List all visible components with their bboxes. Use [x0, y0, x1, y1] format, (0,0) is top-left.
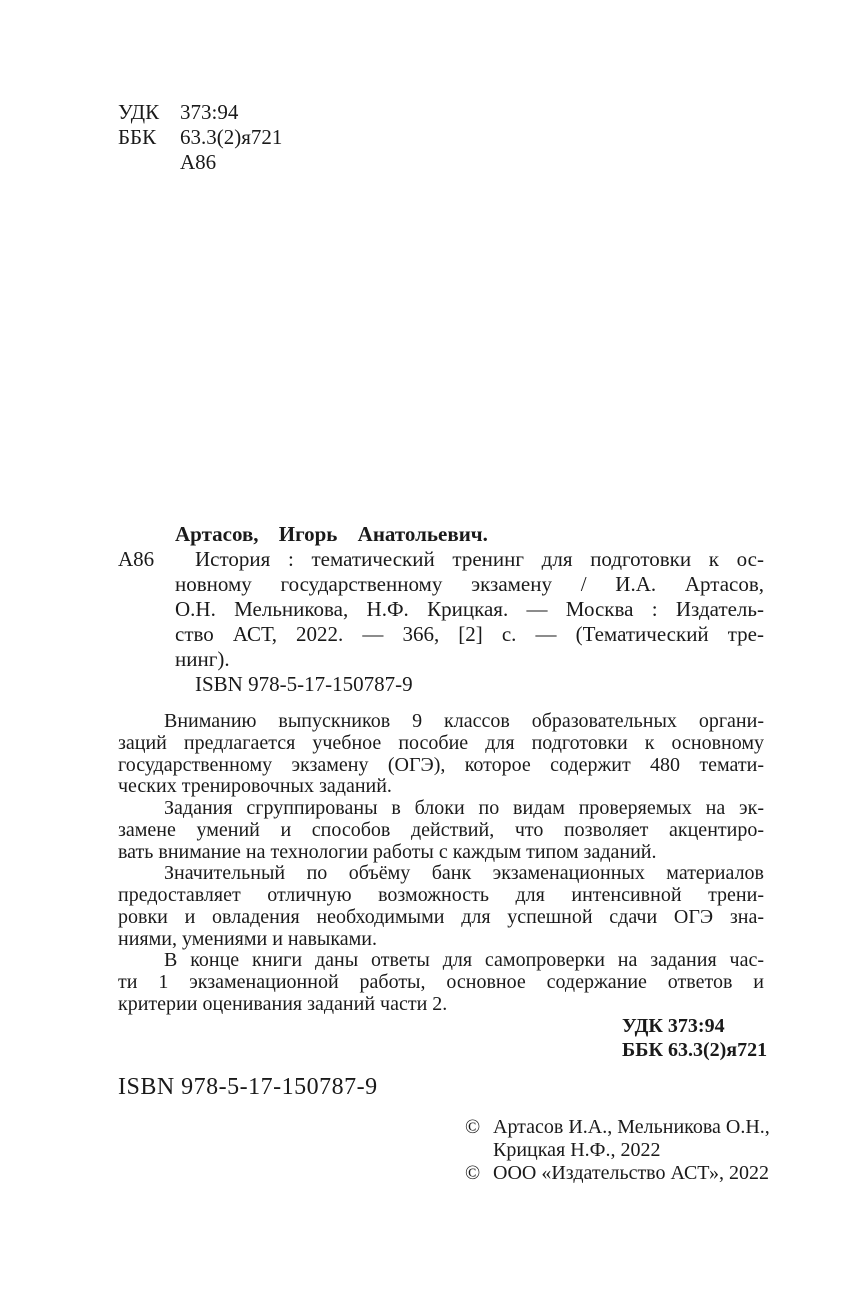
catalog-isbn: ISBN 978-5-17-150787-9 [195, 672, 413, 696]
annotation-line: ниями, умениями и навыками. [118, 928, 378, 950]
copyright-block [465, 1116, 770, 1185]
footer-isbn: ISBN 978-5-17-150787-9 [118, 1074, 378, 1100]
code-label: УДК [118, 100, 160, 124]
code-value: 373:94 [180, 100, 239, 124]
copyright-text [493, 1162, 769, 1185]
copyright-symbol: © [465, 1162, 481, 1184]
annotation-line: ческих тренировочных заданий. [118, 776, 392, 798]
author-sign-code: А86 [118, 547, 155, 571]
catalog-card [118, 522, 764, 697]
code-value: 63.3(2)я721 [180, 125, 283, 149]
annotation-line: Значительный по объёму банк экзаменационных материалов [164, 863, 764, 885]
author-heading: Артасов, Игорь Анатольевич. [175, 522, 488, 546]
code-row [118, 125, 282, 150]
description-line: новному государственному экзамену / И.А. Артасов, [175, 572, 764, 596]
description-line: История : тематический тренинг для подготовки к ос- [195, 547, 764, 571]
annotation-block [118, 711, 764, 1016]
copyright-line: Крицкая Н.Ф., 2022 [493, 1139, 661, 1161]
code-value: А86 [180, 150, 217, 174]
udk-code: УДК 373:94 [622, 1015, 725, 1037]
annotation-line: Задания сгруппированы в блоки по видам проверяемых на эк- [164, 798, 764, 819]
annotation-line: ти 1 экзаменационной работы, основное содержание ответов и [118, 972, 764, 993]
bbk-code: ББК 63.3(2)я721 [622, 1039, 768, 1061]
description-line: ство АСТ, 2022. — 366, [2] с. — (Тематический тре- [175, 622, 764, 646]
copyright-entry [465, 1162, 770, 1185]
annotation-line: ровки и овладения необходимыми для успешной сдачи ОГЭ зна- [118, 906, 764, 928]
catalog-card-body [175, 522, 764, 697]
classification-codes-block [118, 100, 282, 175]
copyright-line: Артасов И.А., Мельникова О.Н., [493, 1116, 770, 1138]
annotation-line: замене умений и способов действий, что позволяет акцентиро- [118, 819, 764, 841]
copyright-symbol: © [465, 1116, 481, 1138]
annotation-line: вать внимание на технологии работы с каждым типом заданий. [118, 841, 657, 863]
code-label: ББК [118, 125, 157, 149]
copyright-entry [465, 1116, 770, 1162]
code-row [118, 150, 282, 175]
description-line: нинг). [175, 647, 230, 671]
bibliographic-description [175, 547, 764, 672]
annotation-line: заций предлагается учебное пособие для подготовки к основному [118, 732, 764, 754]
copyright-line: ООО «Издательство АСТ», 2022 [493, 1162, 769, 1184]
annotation-line: предоставляет отличную возможность для интенсивной трени- [118, 885, 764, 906]
codes-right-block [622, 1014, 767, 1062]
annotation-line: государственному экзамену (ОГЭ), которое содержит 480 темати- [118, 754, 764, 776]
annotation-line: В конце книги даны ответы для самопроверки на задания час- [164, 950, 764, 972]
copyright-text [493, 1116, 770, 1162]
description-line: О.Н. Мельникова, Н.Ф. Крицкая. — Москва : Издатель- [175, 597, 764, 621]
annotation-line: критерии оценивания заданий части 2. [118, 993, 448, 1015]
code-label [118, 150, 180, 175]
code-row [118, 100, 282, 125]
annotation-line: Вниманию выпускников 9 классов образовательных органи- [164, 711, 764, 732]
